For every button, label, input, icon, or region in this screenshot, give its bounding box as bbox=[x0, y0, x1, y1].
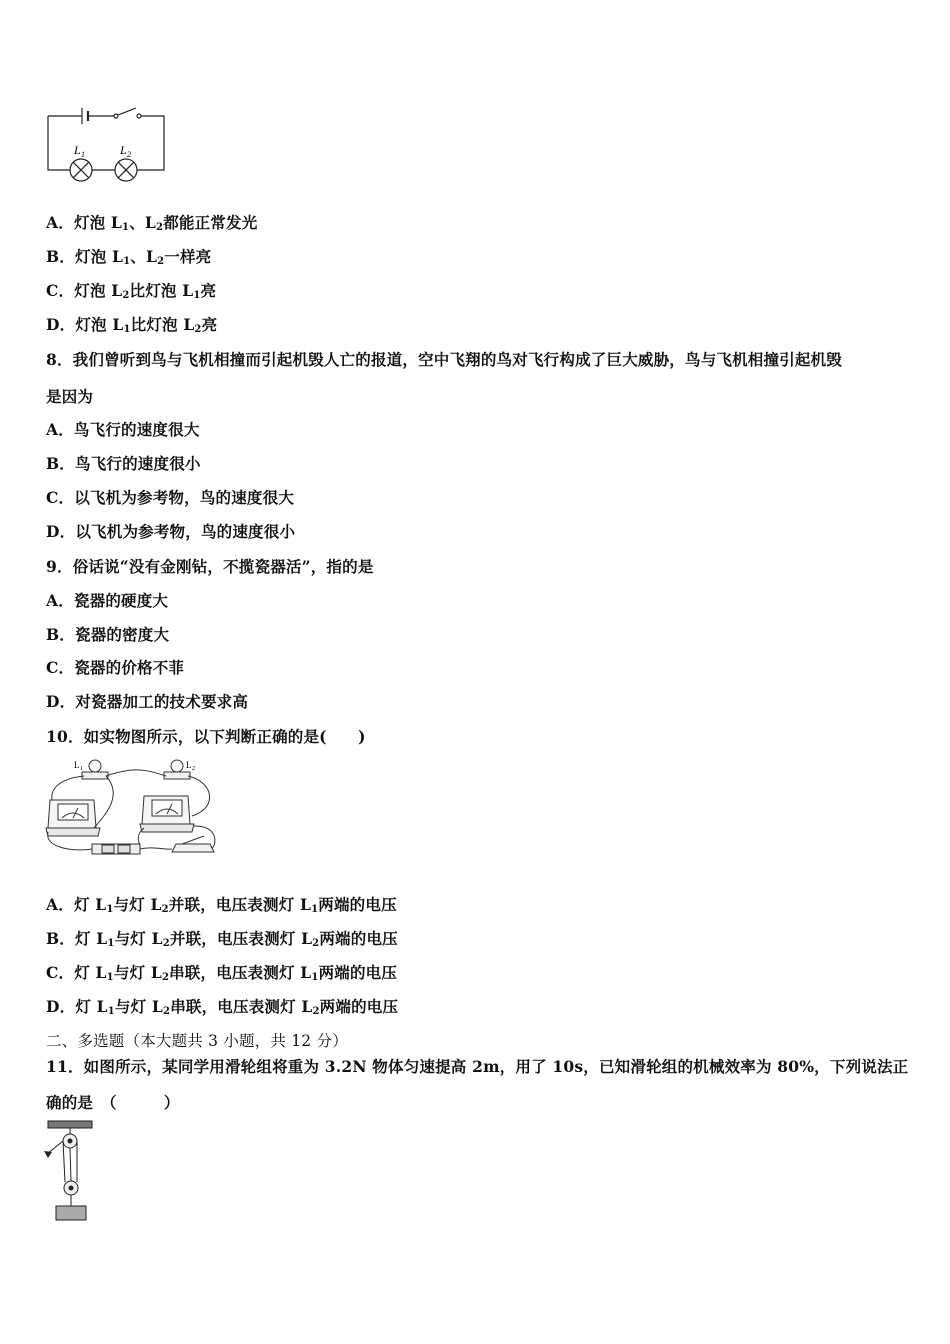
option-text: 一样亮 bbox=[164, 247, 212, 266]
subscript: 1 bbox=[123, 256, 131, 267]
q7-option-a[interactable] bbox=[46, 211, 257, 233]
physical-circuit-figure-q10 bbox=[44, 756, 224, 860]
q11-stem-line2: 确的是 （ ） bbox=[46, 1093, 180, 1112]
option-text: 两端的电压 bbox=[319, 929, 398, 948]
option-letter: A． bbox=[46, 895, 74, 914]
q7-option-d[interactable] bbox=[46, 313, 217, 335]
subscript: 2 bbox=[161, 972, 170, 983]
lamp-label-l2: L bbox=[186, 760, 192, 770]
option-text: 灯 L bbox=[73, 895, 107, 914]
option-text: 两端的电压 bbox=[318, 963, 398, 982]
option-text: 灯 L bbox=[74, 963, 107, 982]
arrow-icon bbox=[44, 1151, 52, 1158]
q7-option-c[interactable] bbox=[46, 279, 216, 301]
option-letter: C． bbox=[46, 963, 75, 982]
subscript: 2 bbox=[122, 290, 130, 301]
subscript: 1 bbox=[123, 324, 131, 335]
option-text: 都能正常发光 bbox=[163, 213, 258, 232]
lamp-label-l1-sub: 1 bbox=[81, 150, 85, 159]
subscript: 1 bbox=[107, 938, 115, 949]
subscript: 1 bbox=[311, 904, 319, 915]
q10-stem: 10．如实物图所示，以下判断正确的是( ) bbox=[46, 727, 366, 746]
q8-stem-line2: 是因为 bbox=[46, 387, 94, 406]
lamp-label-l1: L bbox=[74, 143, 81, 157]
q10-option-c[interactable] bbox=[46, 961, 397, 983]
q9-option-a[interactable]: A．瓷器的硬度大 bbox=[46, 591, 169, 610]
q8-stem-line1: 8．我们曾听到鸟与飞机相撞而引起机毁人亡的报道，空中飞翔的鸟对飞行构成了巨大威胁，鸟与飞机相撞引起机毁 bbox=[46, 350, 842, 369]
lamp-label-l1: L bbox=[74, 760, 80, 770]
q9-option-c[interactable]: C．瓷器的价格不菲 bbox=[46, 658, 185, 677]
q10-option-b[interactable] bbox=[46, 927, 398, 949]
q9-stem: 9．俗话说“没有金刚钻，不揽瓷器活”，指的是 bbox=[46, 557, 374, 576]
subscript: 1 bbox=[107, 1006, 115, 1017]
option-letter: A． bbox=[46, 213, 74, 232]
subscript: 2 bbox=[163, 1006, 171, 1017]
option-text: 灯泡 L bbox=[74, 281, 123, 300]
subscript: 1 bbox=[193, 290, 201, 301]
pulley-system-figure-q11 bbox=[40, 1120, 100, 1224]
option-text: 串联，电压表测灯 L bbox=[169, 963, 312, 982]
q8-option-b[interactable]: B．鸟飞行的速度很小 bbox=[46, 454, 201, 473]
option-text: 与灯 L bbox=[114, 929, 163, 948]
q9-option-b[interactable]: B．瓷器的密度大 bbox=[46, 625, 170, 644]
option-text: 与灯 L bbox=[113, 895, 162, 914]
q8-option-d[interactable]: D．以飞机为参考物，鸟的速度很小 bbox=[46, 522, 296, 541]
option-text: 灯泡 L bbox=[75, 247, 124, 266]
subscript: 1 bbox=[106, 972, 114, 983]
section-heading: 二、多选题（本大题共 3 小题，共 12 分） bbox=[46, 1032, 348, 1050]
option-text: 灯泡 L bbox=[75, 315, 124, 334]
option-letter: C． bbox=[46, 281, 75, 300]
subscript: 2 bbox=[157, 256, 165, 267]
option-letter: D． bbox=[46, 315, 76, 334]
subscript: 2 bbox=[162, 938, 170, 949]
option-letter: D． bbox=[46, 997, 76, 1016]
option-text: 并联，电压表测灯 L bbox=[169, 929, 313, 948]
circuit-diagram-q7 bbox=[44, 96, 169, 186]
option-text: 亮 bbox=[201, 315, 218, 334]
q7-option-b[interactable] bbox=[46, 245, 211, 267]
option-text: 比灯泡 L bbox=[130, 315, 195, 334]
option-text: 亮 bbox=[200, 281, 217, 300]
option-letter: B． bbox=[46, 247, 76, 266]
option-text: 、L bbox=[130, 247, 158, 266]
q10-option-a[interactable] bbox=[46, 893, 397, 915]
option-text: 与灯 L bbox=[113, 963, 162, 982]
subscript: 2 bbox=[161, 904, 169, 915]
q10-option-d[interactable] bbox=[46, 995, 398, 1017]
lamp-label-l2: L bbox=[120, 143, 127, 157]
option-letter: B． bbox=[46, 929, 76, 948]
subscript: 2 bbox=[156, 222, 164, 233]
option-text: 灯 L bbox=[75, 929, 108, 948]
subscript: 2 bbox=[312, 1006, 320, 1017]
subscript: 2 bbox=[194, 324, 202, 335]
option-text: 灯泡 L bbox=[73, 213, 123, 232]
subscript: 1 bbox=[122, 222, 130, 233]
q11-stem-line1: 11．如图所示，某同学用滑轮组将重为 3.2N 物体匀速提高 2m，用了 10s，已知滑轮组的机械效率为 80%，下列说法正 bbox=[46, 1057, 909, 1076]
option-text: 两端的电压 bbox=[318, 895, 397, 914]
option-text: 两端的电压 bbox=[319, 997, 399, 1016]
option-text: 串联，电压表测灯 L bbox=[170, 997, 313, 1016]
option-text: 比灯泡 L bbox=[129, 281, 194, 300]
q9-option-d[interactable]: D．对瓷器加工的技术要求高 bbox=[46, 692, 249, 711]
lamp-label-l1-sub: 1 bbox=[80, 766, 83, 772]
subscript: 1 bbox=[106, 904, 114, 915]
option-text: 并联，电压表测灯 L bbox=[168, 895, 312, 914]
lamp-label-l2-sub: 2 bbox=[127, 150, 131, 159]
option-text: 灯 L bbox=[75, 997, 108, 1016]
option-text: 与灯 L bbox=[114, 997, 164, 1016]
q8-option-a[interactable]: A．鸟飞行的速度很大 bbox=[46, 420, 200, 439]
subscript: 2 bbox=[312, 938, 320, 949]
q8-option-c[interactable]: C．以飞机为参考物，鸟的速度很大 bbox=[46, 488, 295, 507]
option-text: 、L bbox=[129, 213, 157, 232]
lamp-label-l2-sub: 2 bbox=[192, 766, 195, 772]
subscript: 1 bbox=[311, 972, 319, 983]
